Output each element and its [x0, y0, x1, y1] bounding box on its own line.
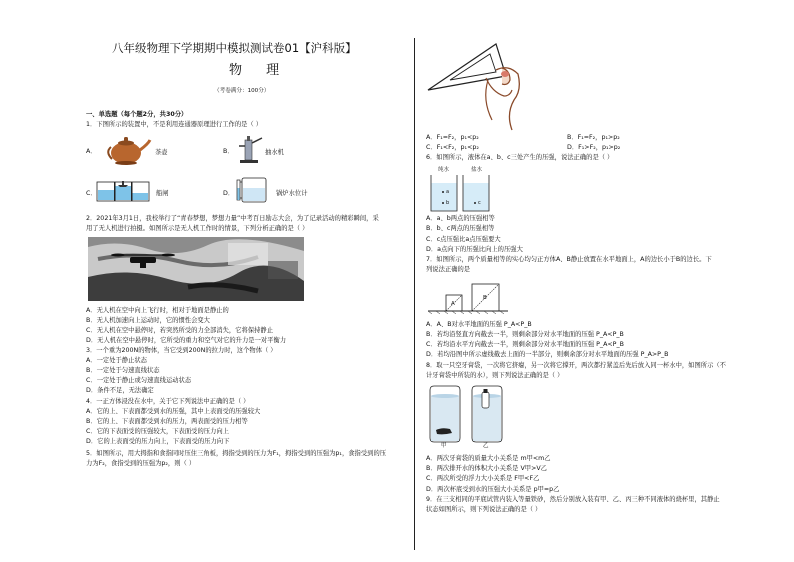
q1-option-b-label: B．: [223, 148, 234, 155]
point-a-label: a: [446, 189, 450, 195]
q2-option-b: B．无人机加速向上运动时，它的惯性会变大: [86, 317, 210, 324]
water-pump-figure: [236, 134, 264, 164]
q2-option-d: D．无人机在空中悬停时，它所受的重力和空气对它的升力是一对平衡力: [86, 337, 287, 344]
q2-option-a: A．无人机在空中向上飞行时，相对于地面是静止的: [86, 307, 229, 314]
q4-option-c: C．它的下表面受的压强较大，下表面受的压力向上: [86, 428, 229, 435]
q4-option-a: A．它的上、下表面都受到水的压强，其中上表面受的压强较大: [86, 408, 261, 415]
q1-option-a-text: 茶壶: [155, 149, 168, 156]
question-7-line-2: 列说法正确的是: [426, 266, 471, 273]
cube-a-label: A: [451, 301, 455, 307]
q8-option-c: C．两次所受的浮力大小关系是 F甲<F乙: [426, 475, 540, 482]
point-c-label: c: [478, 200, 481, 206]
cubes-figure: [428, 282, 510, 314]
question-5-line-2: 力为F₂，食指受到的压强为p₂，则（ ）: [86, 460, 196, 467]
q5-option-c: C．F₁<F₂，p₁<p₂: [426, 144, 479, 151]
q8-option-b: B．两次排开水的体积大小关系是 V甲>V乙: [426, 465, 547, 472]
question-2-line-1: 2．2021年3月1日，我校举行了“青春梦想，梦想力量”中考百日励志大会，为了记录活动的精彩瞬间，采: [86, 215, 379, 222]
triangle-ruler-hand-figure: [426, 40, 546, 132]
question-5-line-1: 5．如图所示，用大拇指和食指同时压住三角板，拇指受到的压力为F₁，拇指受到的压强为p₁，食指受到的压: [86, 450, 387, 457]
salt-water-label: 盐水: [471, 167, 483, 173]
boiler-gauge-figure: [236, 174, 272, 204]
q1-option-c-label: C．: [86, 190, 97, 197]
q1-option-d-label: D．: [223, 190, 235, 197]
question-9-line-2: 状态如图所示，则下列说法正确的是（ ）: [426, 506, 542, 513]
q1-option-c-text: 船闸: [156, 190, 169, 197]
section-heading: 一、单选题（每个题2分，共30分）: [86, 111, 188, 118]
q1-option-a-label: A．: [86, 148, 97, 155]
question-8-line-1: 8．取一只空牙膏袋，一次将它挤瘪，另一次将它撑开，两次都拧紧盖后先后放入同一杯水中，如图所示（不: [426, 362, 726, 369]
q5-option-a: A．F₁=F₂，p₁<p₂: [426, 134, 479, 141]
question-1: 1．下图所示的装置中，不是利用连通器原理进行工作的是（ ）: [86, 121, 263, 128]
ship-lock-figure: [96, 178, 150, 202]
q8-option-d: D．两次杯底受到水的压强大小关系是 p甲=p乙: [426, 486, 560, 493]
exam-title: 八年级物理下学期期中模拟测试卷01【沪科版】: [112, 41, 357, 55]
water-beakers-figure: [428, 165, 492, 213]
q6-option-b: B．b、c两点的压强相等: [426, 225, 495, 232]
q7-option-d: D．若均沿图中所示虚线截去上面的一半部分，则剩余部分对水平地面的压强 P_A>P_B: [426, 351, 669, 358]
q3-option-a: A．一定处于静止状态: [86, 357, 147, 364]
figure-jia-label: 甲: [441, 443, 447, 449]
question-2-line-2: 用了无人机进行拍摄。如图所示是无人机工作时的情景，下列分析正确的是（ ）: [86, 225, 309, 232]
q5-option-d: D．F₁>F₂，p₁>p₂: [567, 144, 621, 151]
question-4: 4．一正方体浸没在水中，关于它下列说法中正确的是（ ）: [86, 398, 250, 405]
toothpaste-beakers-figure: [428, 384, 508, 450]
q5-option-b: B．F₁=F₂，p₁>p₂: [567, 134, 620, 141]
q4-option-d: D．它的上表面受的压力向上，下表面受的压力向下: [86, 438, 230, 445]
q3-option-d: D．条件不足，无法确定: [86, 387, 154, 394]
question-7-line-1: 7．如图所示，两个质量相等的实心均匀正方体A、B静止放置在水平地面上，A的边长小于B的边长。下: [426, 256, 712, 263]
q6-option-d: D．a点向下的压强比向上的压强大: [426, 246, 523, 253]
question-3: 3．一个重为200N的物体，当它受到200N的拉力时，这个物体（ ）: [86, 347, 277, 354]
q3-option-b: B．一定处于匀速直线状态: [86, 367, 160, 374]
q6-option-c: C．c点压强比a点压强要大: [426, 236, 501, 243]
q8-option-a: A．两次牙膏袋的质量大小关系是 m甲<m乙: [426, 455, 551, 462]
figure-yi-label: 乙: [483, 443, 489, 449]
score-note: （考卷满分：100分）: [214, 88, 270, 94]
question-6: 6．如图所示，液体在a、b、c三处产生的压强，说法正确的是（ ）: [426, 154, 614, 161]
question-8-line-2: 计牙膏袋中所装的水），则下列说法正确的是（ ）: [426, 372, 564, 379]
q7-option-a: A．A、B对水平地面的压强 P_A<P_B: [426, 321, 532, 328]
q4-option-b: B．它的上、下表面都受到水的压力，两表面受的压力相等: [86, 418, 248, 425]
drone-photo: [88, 237, 304, 301]
point-b-label: b: [446, 200, 450, 206]
teapot-figure: [104, 132, 152, 166]
pure-water-label: 纯水: [438, 167, 450, 173]
q3-option-c: C．一定处于静止或匀速直线运动状态: [86, 377, 192, 384]
question-9-line-1: 9．在三支相同的平底试管内装入等量铁砂，然后分别放入装有甲、乙、丙三种不同液体的烧杯里，其静止: [426, 496, 720, 503]
q7-option-b: B．若均沿竖直方向截去一半，则剩余部分对水平地面的压强 P_A<P_B: [426, 331, 624, 338]
q1-option-b-text: 抽水机: [265, 149, 284, 156]
column-divider: [414, 38, 415, 550]
q2-option-c: C．无人机在空中悬停时，若突然所受的力全部消失，它将保持静止: [86, 327, 274, 334]
subject-title: 物 理: [229, 63, 290, 78]
q1-option-d-text: 锅炉水位计: [276, 190, 308, 197]
q7-option-c: C．若均沿水平方向截去一半，则剩余部分对水平地面的压强 P_A<P_B: [426, 341, 624, 348]
q6-option-a: A．a、b两点的压强相等: [426, 215, 495, 222]
cube-b-label: B: [483, 295, 487, 301]
